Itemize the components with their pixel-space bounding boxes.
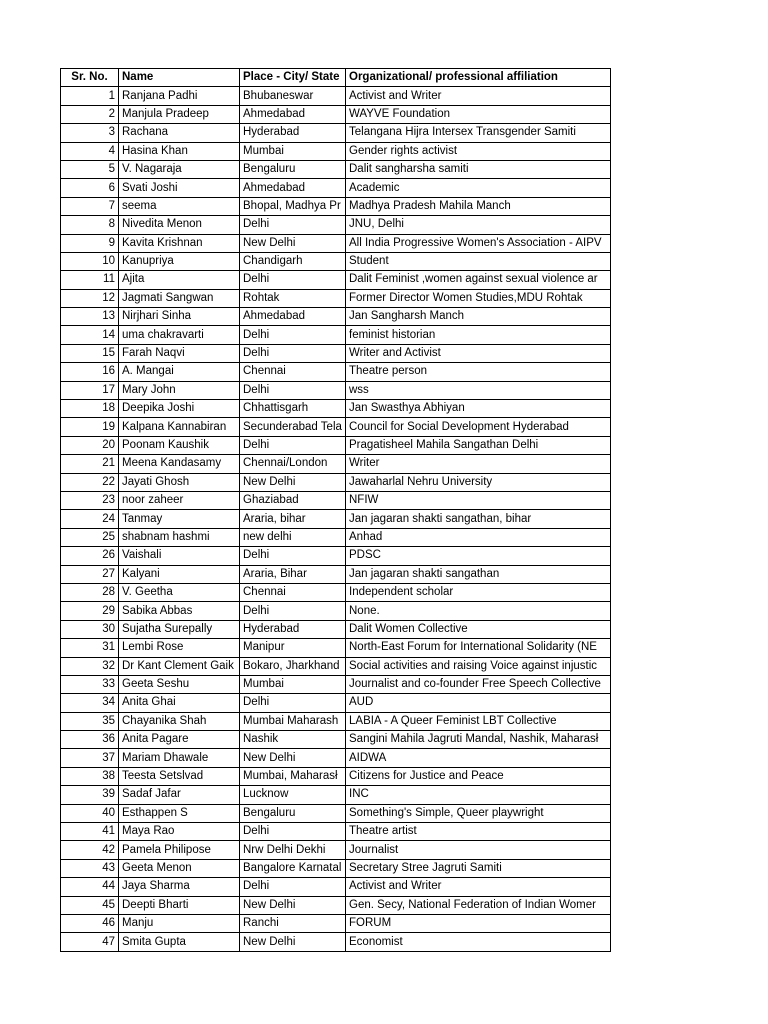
sr-no-cell: 4 [61, 142, 119, 160]
place-cell: Nrw Delhi Dekhi [240, 841, 346, 859]
affiliation-cell: Jan jagaran shakti sangathan, bihar [346, 510, 611, 528]
sr-no-cell: 13 [61, 308, 119, 326]
sr-no-cell: 15 [61, 344, 119, 362]
table-row [61, 731, 611, 749]
affiliation-cell: Theatre artist [346, 823, 611, 841]
table-row [61, 308, 611, 326]
table-row [61, 363, 611, 381]
table-row [61, 105, 611, 123]
affiliation-cell: PDSC [346, 547, 611, 565]
name-cell: V. Nagaraja [119, 160, 240, 178]
affiliation-cell: wss [346, 381, 611, 399]
sr-no-cell: 25 [61, 528, 119, 546]
sr-no-cell: 45 [61, 896, 119, 914]
table-row [61, 160, 611, 178]
affiliation-cell: Madhya Pradesh Mahila Manch [346, 197, 611, 215]
affiliation-cell: Secretary Stree Jagruti Samiti [346, 859, 611, 877]
place-cell: Delhi [240, 602, 346, 620]
name-cell: Geeta Seshu [119, 675, 240, 693]
place-cell: New Delhi [240, 749, 346, 767]
table-row [61, 271, 611, 289]
sr-no-cell: 33 [61, 675, 119, 693]
place-cell: Chennai [240, 583, 346, 601]
affiliation-cell: NFIW [346, 491, 611, 509]
table-row [61, 344, 611, 362]
sr-no-cell: 3 [61, 124, 119, 142]
name-cell: seema [119, 197, 240, 215]
affiliation-cell: Jawaharlal Nehru University [346, 473, 611, 491]
affiliation-cell: Gen. Secy, National Federation of Indian Womer [346, 896, 611, 914]
sr-no-cell: 24 [61, 510, 119, 528]
name-cell: Dr Kant Clement Gaik [119, 657, 240, 675]
table-row [61, 583, 611, 601]
table-row [61, 197, 611, 215]
name-cell: Mary John [119, 381, 240, 399]
place-cell: Mumbai Maharash [240, 712, 346, 730]
affiliation-cell: None. [346, 602, 611, 620]
name-cell: Nivedita Menon [119, 216, 240, 234]
name-cell: Ajita [119, 271, 240, 289]
affiliation-cell: Activist and Writer [346, 87, 611, 105]
sr-no-cell: 22 [61, 473, 119, 491]
name-cell: Manjula Pradeep [119, 105, 240, 123]
place-cell: New Delhi [240, 473, 346, 491]
table-row [61, 767, 611, 785]
affiliation-cell: Former Director Women Studies,MDU Rohtak [346, 289, 611, 307]
header-row [61, 69, 611, 87]
table-row [61, 933, 611, 951]
sr-no-cell: 17 [61, 381, 119, 399]
place-cell: New Delhi [240, 234, 346, 252]
table-body [61, 87, 611, 951]
place-cell: Hyderabad [240, 620, 346, 638]
place-cell: Araria, bihar [240, 510, 346, 528]
table-row [61, 675, 611, 693]
affiliation-cell: Writer and Activist [346, 344, 611, 362]
name-cell: Lembi Rose [119, 639, 240, 657]
sr-no-cell: 31 [61, 639, 119, 657]
signatories-table [60, 68, 611, 952]
place-cell: New Delhi [240, 896, 346, 914]
name-cell: Sujatha Surepally [119, 620, 240, 638]
name-cell: Hasina Khan [119, 142, 240, 160]
table-row [61, 289, 611, 307]
name-cell: Nirjhari Sinha [119, 308, 240, 326]
affiliation-cell: Anhad [346, 528, 611, 546]
sr-no-cell: 30 [61, 620, 119, 638]
name-cell: Vaishali [119, 547, 240, 565]
place-cell: Bhopal, Madhya Pr [240, 197, 346, 215]
sr-no-cell: 8 [61, 216, 119, 234]
place-cell: new delhi [240, 528, 346, 546]
sr-no-cell: 32 [61, 657, 119, 675]
place-cell: Manipur [240, 639, 346, 657]
place-cell: Delhi [240, 823, 346, 841]
name-cell: Farah Naqvi [119, 344, 240, 362]
affiliation-cell: FORUM [346, 914, 611, 932]
name-cell: Deepika Joshi [119, 400, 240, 418]
table-row [61, 841, 611, 859]
table-row [61, 124, 611, 142]
table-row [61, 252, 611, 270]
sr-no-cell: 16 [61, 363, 119, 381]
name-cell: Pamela Philipose [119, 841, 240, 859]
affiliation-cell: Activist and Writer [346, 878, 611, 896]
affiliation-cell: Sangini Mahila Jagruti Mandal, Nashik, Maharasł [346, 731, 611, 749]
sr-no-cell: 47 [61, 933, 119, 951]
place-cell: Delhi [240, 381, 346, 399]
header-sr-no: Sr. No. [61, 69, 119, 87]
sr-no-cell: 19 [61, 418, 119, 436]
affiliation-cell: Writer [346, 455, 611, 473]
table-row [61, 418, 611, 436]
affiliation-cell: Economist [346, 933, 611, 951]
sr-no-cell: 2 [61, 105, 119, 123]
sr-no-cell: 29 [61, 602, 119, 620]
sr-no-cell: 21 [61, 455, 119, 473]
sr-no-cell: 18 [61, 400, 119, 418]
place-cell: Delhi [240, 436, 346, 454]
name-cell: Manju [119, 914, 240, 932]
place-cell: Delhi [240, 271, 346, 289]
affiliation-cell: Gender rights activist [346, 142, 611, 160]
name-cell: Maya Rao [119, 823, 240, 841]
table-row [61, 712, 611, 730]
name-cell: Mariam Dhawale [119, 749, 240, 767]
name-cell: shabnam hashmi [119, 528, 240, 546]
name-cell: Teesta Setslvad [119, 767, 240, 785]
name-cell: noor zaheer [119, 491, 240, 509]
affiliation-cell: Council for Social Development Hyderabad [346, 418, 611, 436]
name-cell: Anita Pagare [119, 731, 240, 749]
affiliation-cell: Jan jagaran shakti sangathan [346, 565, 611, 583]
affiliation-cell: WAYVE Foundation [346, 105, 611, 123]
sr-no-cell: 14 [61, 326, 119, 344]
name-cell: Sadaf Jafar [119, 786, 240, 804]
affiliation-cell: Jan Swasthya Abhiyan [346, 400, 611, 418]
sr-no-cell: 11 [61, 271, 119, 289]
sr-no-cell: 40 [61, 804, 119, 822]
affiliation-cell: AUD [346, 694, 611, 712]
place-cell: Ranchi [240, 914, 346, 932]
sr-no-cell: 34 [61, 694, 119, 712]
affiliation-cell: Pragatisheel Mahila Sangathan Delhi [346, 436, 611, 454]
place-cell: Delhi [240, 344, 346, 362]
place-cell: Secunderabad Tela [240, 418, 346, 436]
place-cell: Chennai [240, 363, 346, 381]
name-cell: Sabika Abbas [119, 602, 240, 620]
sr-no-cell: 46 [61, 914, 119, 932]
name-cell: Poonam Kaushik [119, 436, 240, 454]
affiliation-cell: Dalit sangharsha samiti [346, 160, 611, 178]
sr-no-cell: 44 [61, 878, 119, 896]
place-cell: Araria, Bihar [240, 565, 346, 583]
sr-no-cell: 39 [61, 786, 119, 804]
affiliation-cell: Dalit Feminist ,women against sexual violence ar [346, 271, 611, 289]
sr-no-cell: 26 [61, 547, 119, 565]
table-row [61, 602, 611, 620]
sr-no-cell: 38 [61, 767, 119, 785]
place-cell: Ahmedabad [240, 179, 346, 197]
place-cell: Bengaluru [240, 160, 346, 178]
affiliation-cell: feminist historian [346, 326, 611, 344]
affiliation-cell: Theatre person [346, 363, 611, 381]
sr-no-cell: 28 [61, 583, 119, 601]
sr-no-cell: 7 [61, 197, 119, 215]
name-cell: Anita Ghai [119, 694, 240, 712]
place-cell: Mumbai [240, 675, 346, 693]
affiliation-cell: Citizens for Justice and Peace [346, 767, 611, 785]
table-row [61, 896, 611, 914]
place-cell: Delhi [240, 216, 346, 234]
table-row [61, 565, 611, 583]
sr-no-cell: 37 [61, 749, 119, 767]
affiliation-cell: Student [346, 252, 611, 270]
affiliation-cell: LABIA - A Queer Feminist LBT Collective [346, 712, 611, 730]
name-cell: Smita Gupta [119, 933, 240, 951]
name-cell: Chayanika Shah [119, 712, 240, 730]
place-cell: New Delhi [240, 933, 346, 951]
table-row [61, 823, 611, 841]
table-row [61, 914, 611, 932]
table-row [61, 455, 611, 473]
affiliation-cell: Journalist and co-founder Free Speech Collective [346, 675, 611, 693]
affiliation-cell: JNU, Delhi [346, 216, 611, 234]
name-cell: Jayati Ghosh [119, 473, 240, 491]
affiliation-cell: Something's Simple, Queer playwright [346, 804, 611, 822]
place-cell: Chandigarh [240, 252, 346, 270]
table-row [61, 859, 611, 877]
affiliation-cell: Telangana Hijra Intersex Transgender Samiti [346, 124, 611, 142]
name-cell: Esthappen S [119, 804, 240, 822]
place-cell: Rohtak [240, 289, 346, 307]
name-cell: V. Geetha [119, 583, 240, 601]
table-row [61, 87, 611, 105]
sr-no-cell: 23 [61, 491, 119, 509]
table-row [61, 639, 611, 657]
affiliation-cell: Dalit Women Collective [346, 620, 611, 638]
table-row [61, 878, 611, 896]
table-row [61, 786, 611, 804]
table-row [61, 234, 611, 252]
sr-no-cell: 10 [61, 252, 119, 270]
affiliation-cell: Social activities and raising Voice against injustic [346, 657, 611, 675]
table-row [61, 657, 611, 675]
affiliation-cell: INC [346, 786, 611, 804]
name-cell: Kavita Krishnan [119, 234, 240, 252]
header-place: Place - City/ State [240, 69, 346, 87]
table-row [61, 326, 611, 344]
table-row [61, 473, 611, 491]
name-cell: uma chakravarti [119, 326, 240, 344]
sr-no-cell: 6 [61, 179, 119, 197]
place-cell: Mumbai, Maharasł [240, 767, 346, 785]
affiliation-cell: Academic [346, 179, 611, 197]
sr-no-cell: 27 [61, 565, 119, 583]
name-cell: Kanupriya [119, 252, 240, 270]
table-row [61, 491, 611, 509]
sr-no-cell: 35 [61, 712, 119, 730]
table-row [61, 620, 611, 638]
affiliation-cell: AIDWA [346, 749, 611, 767]
name-cell: Jaya Sharma [119, 878, 240, 896]
table-row [61, 804, 611, 822]
table-row [61, 694, 611, 712]
place-cell: Delhi [240, 694, 346, 712]
name-cell: Ranjana Padhi [119, 87, 240, 105]
place-cell: Delhi [240, 878, 346, 896]
name-cell: Geeta Menon [119, 859, 240, 877]
place-cell: Bhubaneswar [240, 87, 346, 105]
sr-no-cell: 1 [61, 87, 119, 105]
place-cell: Bangalore Karnatal [240, 859, 346, 877]
name-cell: A. Mangai [119, 363, 240, 381]
place-cell: Delhi [240, 326, 346, 344]
place-cell: Hyderabad [240, 124, 346, 142]
place-cell: Mumbai [240, 142, 346, 160]
table-row [61, 528, 611, 546]
affiliation-cell: Journalist [346, 841, 611, 859]
sr-no-cell: 5 [61, 160, 119, 178]
place-cell: Chennai/London [240, 455, 346, 473]
name-cell: Jagmati Sangwan [119, 289, 240, 307]
place-cell: Chhattisgarh [240, 400, 346, 418]
table-row [61, 400, 611, 418]
name-cell: Rachana [119, 124, 240, 142]
name-cell: Deepti Bharti [119, 896, 240, 914]
table-row [61, 749, 611, 767]
place-cell: Nashik [240, 731, 346, 749]
affiliation-cell: All India Progressive Women's Association - AIPV [346, 234, 611, 252]
place-cell: Bengaluru [240, 804, 346, 822]
place-cell: Ahmedabad [240, 308, 346, 326]
affiliation-cell: North-East Forum for International Solidarity (NE [346, 639, 611, 657]
table-row [61, 216, 611, 234]
name-cell: Kalpana Kannabiran [119, 418, 240, 436]
header-affiliation: Organizational/ professional affiliation [346, 69, 611, 87]
table-row [61, 142, 611, 160]
header-name: Name [119, 69, 240, 87]
name-cell: Svati Joshi [119, 179, 240, 197]
sr-no-cell: 43 [61, 859, 119, 877]
place-cell: Lucknow [240, 786, 346, 804]
place-cell: Bokaro, Jharkhand [240, 657, 346, 675]
sr-no-cell: 20 [61, 436, 119, 454]
place-cell: Ahmedabad [240, 105, 346, 123]
sr-no-cell: 42 [61, 841, 119, 859]
table-row [61, 510, 611, 528]
table-row [61, 436, 611, 454]
table-row [61, 547, 611, 565]
name-cell: Meena Kandasamy [119, 455, 240, 473]
table-row [61, 179, 611, 197]
sr-no-cell: 36 [61, 731, 119, 749]
sr-no-cell: 41 [61, 823, 119, 841]
affiliation-cell: Jan Sangharsh Manch [346, 308, 611, 326]
name-cell: Kalyani [119, 565, 240, 583]
sr-no-cell: 12 [61, 289, 119, 307]
sr-no-cell: 9 [61, 234, 119, 252]
table-row [61, 381, 611, 399]
place-cell: Ghaziabad [240, 491, 346, 509]
place-cell: Delhi [240, 547, 346, 565]
affiliation-cell: Independent scholar [346, 583, 611, 601]
name-cell: Tanmay [119, 510, 240, 528]
